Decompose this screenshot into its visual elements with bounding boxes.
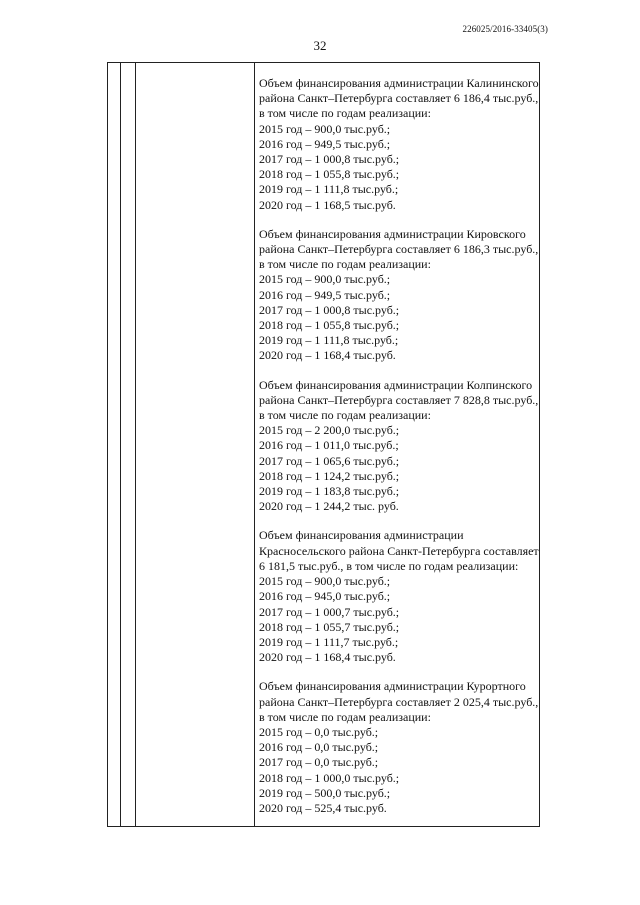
year-line: 2015 год – 900,0 тыс.руб.; [259,272,391,287]
funding-block-krasnoselsky [259,528,539,665]
year-line: 2018 год – 1 055,8 тыс.руб.; [259,318,400,333]
year-line: 2018 год – 1 055,7 тыс.руб.; [259,619,400,634]
year-line: 2016 год – 945,0 тыс.руб.; [259,589,391,604]
funding-intro: Объем финансирования администрации Колпинского района Санкт–Петербурга составляет 7 828,8 тыс.руб., в том числе по годам реализации: [259,377,539,423]
funding-block-kurortny [259,679,539,816]
funding-intro: Объем финансирования администрации Курортного района Санкт–Петербурга составляет 2 025,4 тыс.руб., в том числе по годам реализации: [259,679,539,724]
funding-block-kirovsky [259,227,539,364]
year-line: 2019 год – 1 111,8 тыс.руб.; [259,333,399,348]
year-line: 2017 год – 0,0 тыс.руб.; [259,755,379,770]
funding-block-kolpinsky [259,378,539,515]
year-line: 2020 год – 1 168,4 тыс.руб. [259,348,396,363]
page-number: 32 [313,38,327,53]
year-line: 2015 год – 900,0 тыс.руб.; [259,121,391,136]
document-code: 226025/2016-33405(3) [462,24,548,34]
column-divider [254,63,255,826]
funding-intro: Объем финансирования администрации Красносельского района Санкт-Петербурга составляет 6 181,5 тыс.руб., в том числе по годам реализации: [259,528,539,573]
funding-intro: Объем финансирования администрации Кировского района Санкт–Петербурга составляет 6 186,3 тыс.руб., в том числе по годам реализации: [259,226,539,272]
funding-intro: Объем финансирования администрации Калининского района Санкт–Петербурга составляет 6 186,4 тыс.руб., в том числе по годам реализации: [259,76,539,121]
table-cell-content [259,76,539,830]
year-line: 2018 год – 1 000,0 тыс.руб.; [259,770,400,785]
year-line: 2016 год – 1 011,0 тыс.руб.; [259,438,399,453]
column-divider [135,63,136,826]
table-frame [107,62,540,827]
year-line: 2020 год – 1 168,4 тыс.руб. [259,650,396,665]
year-line: 2016 год – 949,5 тыс.руб.; [259,136,391,151]
year-line: 2015 год – 2 200,0 тыс.руб.; [259,423,400,438]
column-divider [120,63,121,826]
year-line: 2015 год – 900,0 тыс.руб.; [259,574,391,589]
funding-block-kalininsky [259,76,539,213]
year-line: 2020 год – 1 168,5 тыс.руб. [259,197,396,212]
year-line: 2016 год – 949,5 тыс.руб.; [259,287,391,302]
year-line: 2019 год – 1 111,7 тыс.руб.; [259,634,399,649]
year-line: 2017 год – 1 000,8 тыс.руб.; [259,302,400,317]
year-line: 2017 год – 1 000,8 тыс.руб.; [259,152,400,167]
year-line: 2019 год – 1 183,8 тыс.руб.; [259,484,400,499]
year-line: 2016 год – 0,0 тыс.руб.; [259,740,379,755]
year-line: 2020 год – 1 244,2 тыс. руб. [259,499,399,514]
year-line: 2019 год – 500,0 тыс.руб.; [259,785,391,800]
year-line: 2020 год – 525,4 тыс.руб. [259,800,387,815]
year-line: 2017 год – 1 065,6 тыс.руб.; [259,453,400,468]
year-line: 2018 год – 1 124,2 тыс.руб.; [259,468,400,483]
year-line: 2017 год – 1 000,7 тыс.руб.; [259,604,400,619]
year-line: 2019 год – 1 111,8 тыс.руб.; [259,182,399,197]
year-line: 2015 год – 0,0 тыс.руб.; [259,724,379,739]
year-line: 2018 год – 1 055,8 тыс.руб.; [259,167,400,182]
